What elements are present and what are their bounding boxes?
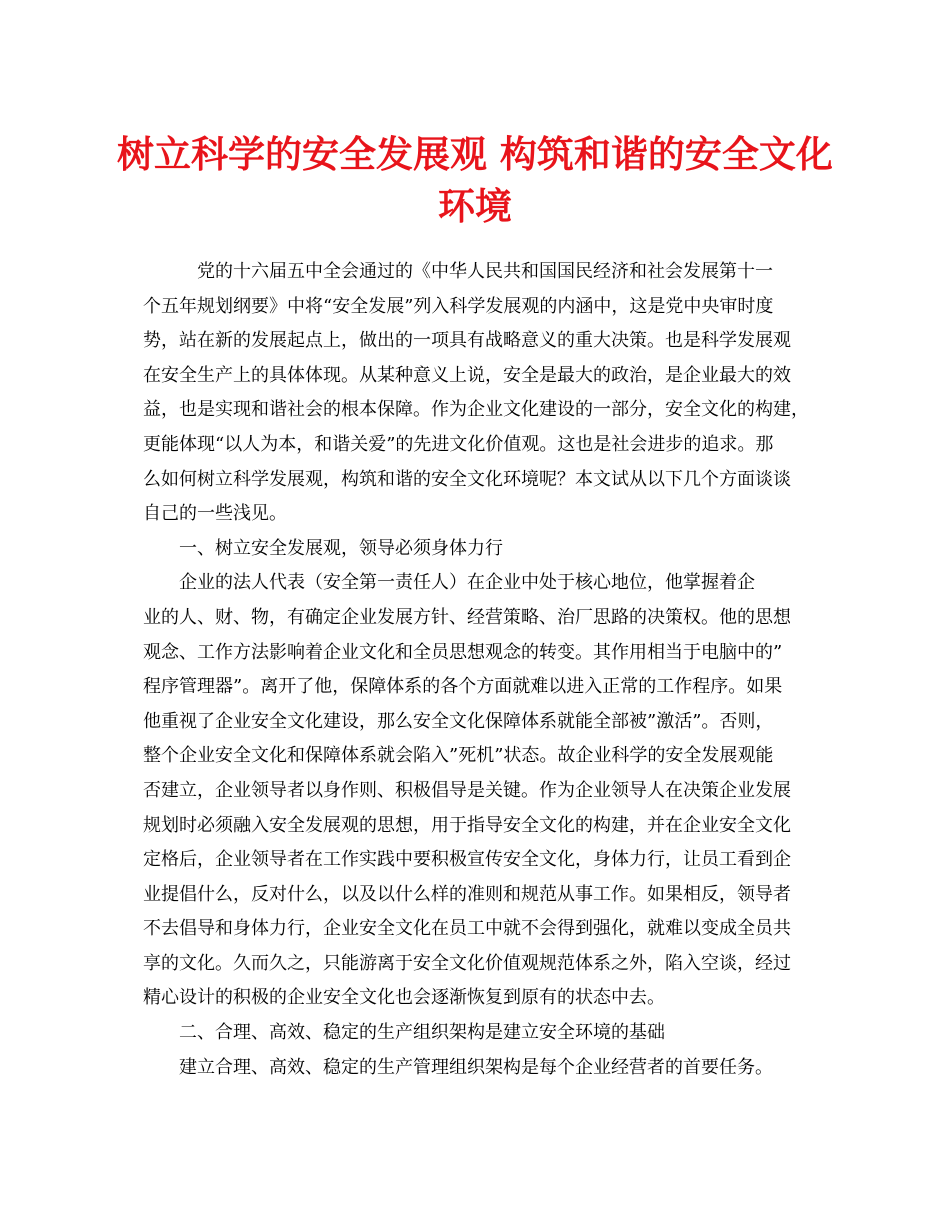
body-line: 建立合理、高效、稳定的生产管理组织架构是每个企业经营者的首要任务。 xyxy=(143,1056,773,1078)
body-line: 观念、工作方法影响着企业文化和全员思想观念的转变。其作用相当于电脑中的” xyxy=(143,641,783,663)
body-line: 不去倡导和身体力行，企业安全文化在员工中就不会得到强化，就难以变成全员共 xyxy=(143,918,791,940)
body-line: 益，也是实现和谐社会的根本保障。作为企业文化建设的一部分，安全文化的构建， xyxy=(143,399,809,421)
body-line: 精心设计的积极的企业安全文化也会逐渐恢复到原有的状态中去。 xyxy=(143,987,665,1009)
body-line: 业提倡什么，反对什么，以及以什么样的准则和规范从事工作。如果相反，领导者 xyxy=(143,883,791,905)
body-line: 个五年规划纲要》中将“安全发展”列入科学发展观的内涵中，这是党中央审时度 xyxy=(143,295,774,317)
body-line: 自己的一些浅见。 xyxy=(143,503,287,525)
title-line-2: 环境 xyxy=(438,184,512,228)
document-body xyxy=(143,255,823,1085)
body-line: 势，站在新的发展起点上，做出的一项具有战略意义的重大决策。也是科学发展观 xyxy=(143,330,791,352)
body-line: 在安全生产上的具体体现。从某种意义上说，安全是最大的政治，是企业最大的效 xyxy=(143,364,791,386)
body-line: 党的十六届五中全会通过的《中华人民共和国国民经济和社会发展第十一 xyxy=(143,261,773,282)
section-heading-1: 一、树立安全发展观，领导必须身体力行 xyxy=(143,537,503,559)
body-line: 否建立，企业领导者以身作则、积极倡导是关键。作为企业领导人在决策企业发展 xyxy=(143,779,791,801)
body-line: 定格后，企业领导者在工作实践中要积极宣传安全文化，身体力行，让员工看到企 xyxy=(143,849,791,871)
body-line: 企业的法人代表（安全第一责任人）在企业中处于核心地位，他掌握着企 xyxy=(143,572,755,594)
body-line: 整个企业安全文化和保障体系就会陷入”死机”状态。故企业科学的安全发展观能 xyxy=(143,745,774,767)
title-line-1: 树立科学的安全发展观 构筑和谐的安全文化 xyxy=(117,132,833,176)
body-line: 业的人、财、物，有确定企业发展方针、经营策略、治厂思路的决策权。他的思想 xyxy=(143,606,791,628)
section-heading-2: 二、合理、高效、稳定的生产组织架构是建立安全环境的基础 xyxy=(143,1022,665,1044)
body-line: 享的文化。久而久之，只能游离于安全文化价值观规范体系之外，陷入空谈，经过 xyxy=(143,952,791,974)
document-title xyxy=(110,128,840,232)
body-line: 他重视了企业安全文化建设，那么安全文化保障体系就能全部被”激活”。否则， xyxy=(143,710,774,732)
body-line: 么如何树立科学发展观，构筑和谐的安全文化环境呢？本文试从以下几个方面谈谈 xyxy=(143,468,791,490)
body-line: 更能体现“以人为本，和谐关爱”的先进文化价值观。这也是社会进步的追求。那 xyxy=(143,433,774,455)
body-line: 程序管理器”。离开了他，保障体系的各个方面就难以进入正常的工作程序。如果 xyxy=(143,676,783,698)
body-line: 规划时必须融入安全发展观的思想，用于指导安全文化的构建，并在企业安全文化 xyxy=(143,814,791,836)
